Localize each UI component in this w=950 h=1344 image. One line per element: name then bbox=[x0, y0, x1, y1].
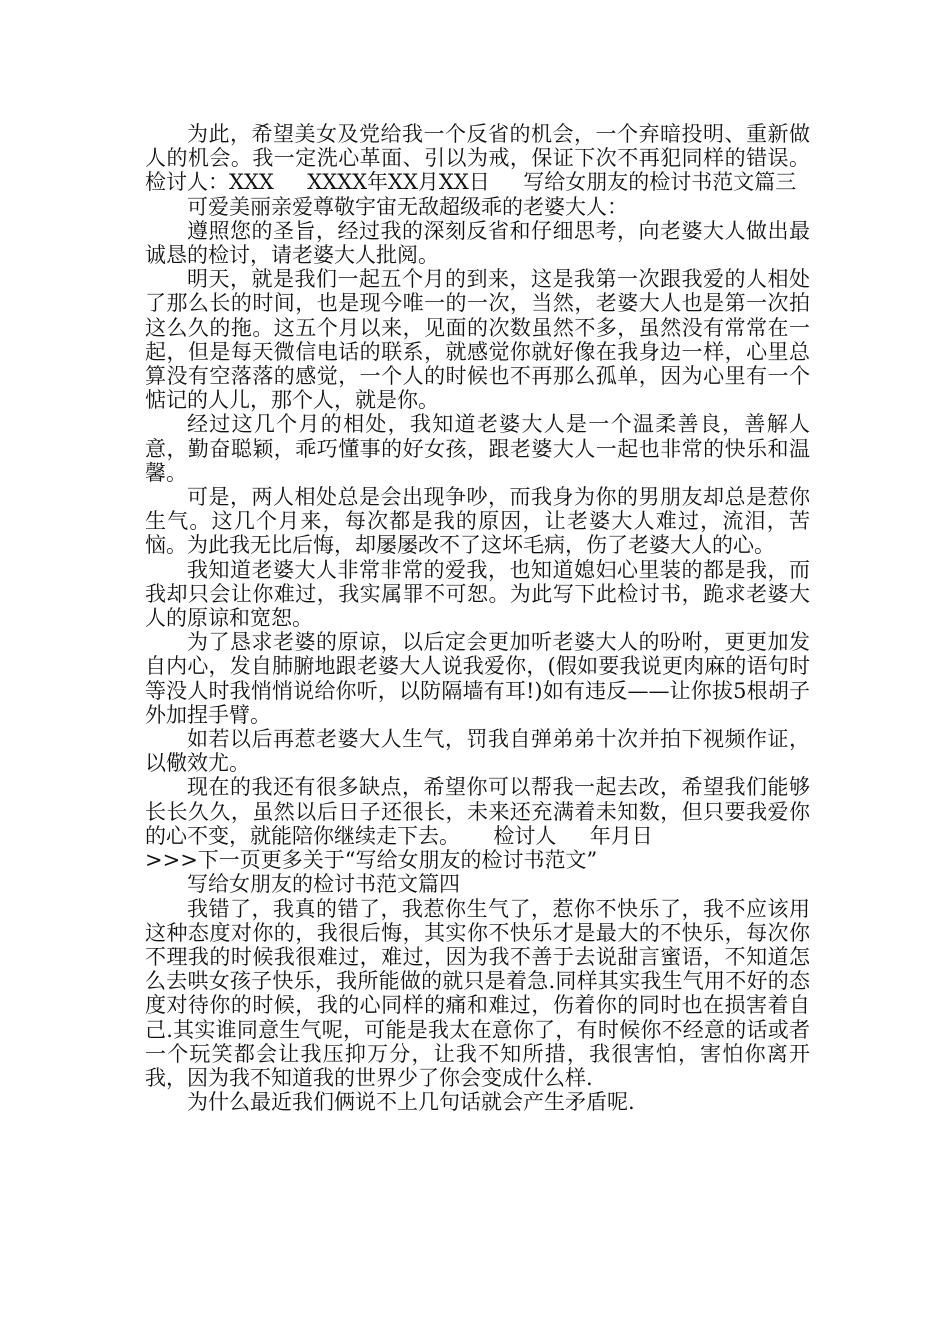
paragraph-9: 如若以后再惹老婆大人生气，罚我自弹弟弟十次并拍下视频作证，以儆效尤。 bbox=[145, 727, 810, 776]
next-page-link[interactable]: >>>下一页更多关于“写给女朋友的检讨书范文” bbox=[145, 848, 598, 873]
paragraph-2: 可爱美丽亲爱尊敬宇宙无敌超级乖的老婆大人： bbox=[187, 194, 628, 219]
paragraph-5: 经过这几个月的相处，我知道老婆大人是一个温柔善良，善解人意，勤奋聪颖，乖巧懂事的好女孩，跟老婆大人一起也非常的快乐和温馨。 bbox=[145, 412, 810, 485]
paragraph-10: 现在的我还有很多缺点，希望你可以帮我一起去改，希望我们能够长长久久，虽然以后日子还很长，未来还充满着未知数，但只要我爱你的心不变，就能陪你继续走下去。 检讨人 年月日 bbox=[145, 775, 810, 848]
paragraph-6: 可是，两人相处总是会出现争吵，而我身为你的男朋友却总是惹你生气。这几个月来，每次都是我的原因，让老婆大人难过，流泪，苦恼。为此我无比后悔，却屡屡改不了这坏毛病，伤了老婆大人的心。 bbox=[145, 485, 810, 558]
document-page bbox=[145, 122, 844, 1115]
paragraph-13: 我错了，我真的错了，我惹你生气了，惹你不快乐了，我不应该用这种态度对你的，我很后悔，其实你不快乐才是最大的不快乐，每次你不理我的时候我很难过，难过，因为我不善于去说甜言蜜语，不知道怎么去哄女孩子快乐，我所能做的就只是着急.同样其实我生气用不好的态度对待你的时候，我的心同样的痛和难过，伤着你的同时也在损害着自己.其实谁同意生气呢，可能是我太在意你了，有时候你不经意的话或者一个玩笑都会让我压抑万分，让我不知所措，我很害怕，害怕你离开我，因为我不知道我的世界少了你会变成什么样. bbox=[145, 896, 810, 1090]
paragraph-8: 为了恳求老婆的原谅，以后定会更加听老婆大人的吩咐，更更加发自内心，发自肺腑地跟老婆大人说我爱你，(假如要我说更肉麻的语句时等没人时我悄悄说给你听，以防隔墙有耳!)如有违反——让你拔5根胡子外加捏手臂。 bbox=[145, 630, 810, 727]
paragraph-4: 明天，就是我们一起五个月的到来，这是我第一次跟我爱的人相处了那么长的时间，也是现今唯一的一次，当然，老婆大人也是第一次拍这么久的拖。这五个月以来，见面的次数虽然不多，虽然没有常常在一起，但是每天微信电话的联系，就感觉你就好像在我身边一样，心里总算没有空落落的感觉，一个人的时候也不再那么孤单，因为心里有一个惦记的人儿，那个人，就是你。 bbox=[145, 267, 810, 413]
paragraph-7: 我知道老婆大人非常非常的爱我，也知道媳妇心里装的都是我，而我却只会让你难过，我实属罪不可恕。为此写下此检讨书，跪求老婆大人的原谅和宽恕。 bbox=[145, 557, 810, 631]
paragraph-14: 为什么最近我们俩说不上几句话就会产生矛盾呢. bbox=[187, 1090, 635, 1115]
section-heading-4: 写给女朋友的检讨书范文篇四 bbox=[187, 872, 460, 897]
paragraph-1: 为此，希望美女及党给我一个反省的机会，一个弃暗投明、重新做人的机会。我一定洗心革面、引以为戒，保证下次不再犯同样的错误。 检讨人：XXX XXXX年XX月XX日 写给女朋友的检讨书范文篇三 bbox=[145, 122, 844, 195]
paragraph-3: 遵照您的圣旨，经过我的深刻反省和仔细思考，向老婆大人做出最诚恳的检讨，请老婆大人批阅。 bbox=[145, 218, 810, 268]
